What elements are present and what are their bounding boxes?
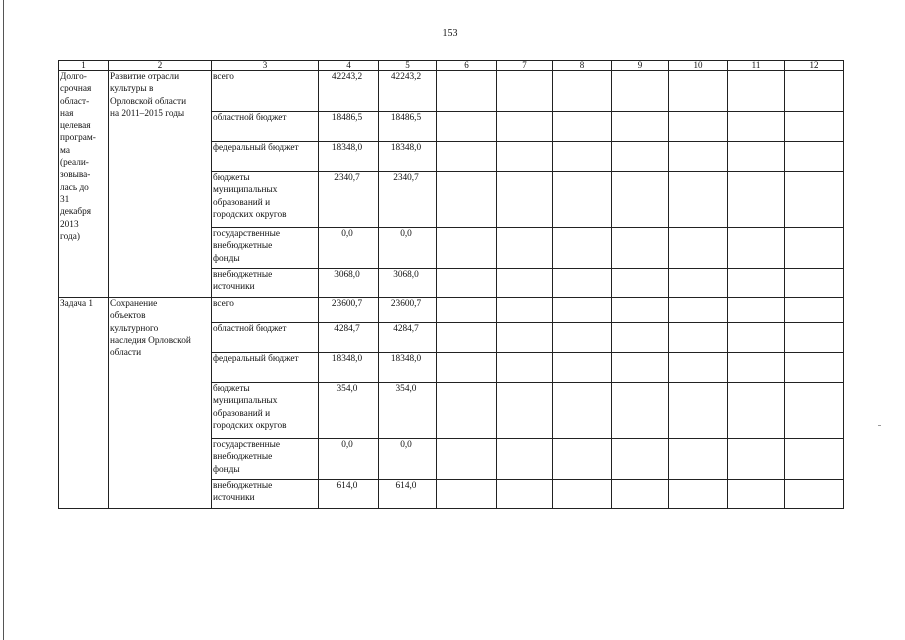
- funding-source-cell: областной бюджет: [212, 112, 319, 142]
- empty-cell: [785, 71, 844, 112]
- empty-cell: [728, 112, 785, 142]
- funding-source-cell: внебюджетные источники: [212, 480, 319, 509]
- empty-cell: [669, 439, 728, 480]
- empty-cell: [669, 383, 728, 439]
- value-col4-cell: 18348,0: [319, 353, 379, 383]
- empty-cell: [785, 172, 844, 228]
- empty-cell: [437, 480, 497, 509]
- empty-cell: [437, 323, 497, 353]
- empty-cell: [728, 439, 785, 480]
- value-col4-cell: 23600,7: [319, 298, 379, 323]
- empty-cell: [728, 480, 785, 509]
- empty-cell: [553, 112, 612, 142]
- table-row: [59, 71, 844, 112]
- funding-source-cell: государственные внебюджетные фонды: [212, 228, 319, 269]
- empty-cell: [785, 269, 844, 298]
- empty-cell: [497, 298, 553, 323]
- empty-cell: [497, 353, 553, 383]
- value-col5-cell: 18348,0: [379, 142, 437, 172]
- empty-cell: [785, 298, 844, 323]
- empty-cell: [497, 71, 553, 112]
- empty-cell: [669, 112, 728, 142]
- empty-cell: [437, 71, 497, 112]
- value-col5-cell: 18348,0: [379, 353, 437, 383]
- empty-cell: [553, 353, 612, 383]
- empty-cell: [497, 142, 553, 172]
- header-cell: 12: [785, 61, 844, 71]
- empty-cell: [785, 480, 844, 509]
- value-col5-cell: 614,0: [379, 480, 437, 509]
- empty-cell: [497, 439, 553, 480]
- table-row: [59, 298, 844, 323]
- header-cell: 9: [612, 61, 669, 71]
- empty-cell: [669, 142, 728, 172]
- value-col5-cell: 18486,5: [379, 112, 437, 142]
- empty-cell: [437, 112, 497, 142]
- empty-cell: [669, 298, 728, 323]
- empty-cell: [437, 383, 497, 439]
- value-col4-cell: 18486,5: [319, 112, 379, 142]
- empty-cell: [437, 142, 497, 172]
- empty-cell: [497, 383, 553, 439]
- value-col4-cell: 614,0: [319, 480, 379, 509]
- header-cell: 3: [212, 61, 319, 71]
- empty-cell: [728, 269, 785, 298]
- empty-cell: [785, 439, 844, 480]
- empty-cell: [553, 172, 612, 228]
- empty-cell: [497, 172, 553, 228]
- empty-cell: [497, 323, 553, 353]
- funding-source-cell: внебюджетные источники: [212, 269, 319, 298]
- value-col4-cell: 0,0: [319, 439, 379, 480]
- header-cell: 2: [109, 61, 212, 71]
- empty-cell: [437, 353, 497, 383]
- empty-cell: [497, 112, 553, 142]
- empty-cell: [612, 298, 669, 323]
- empty-cell: [728, 383, 785, 439]
- page-edge-line: [3, 0, 4, 640]
- empty-cell: [437, 439, 497, 480]
- value-col4-cell: 3068,0: [319, 269, 379, 298]
- header-cell: 5: [379, 61, 437, 71]
- empty-cell: [612, 269, 669, 298]
- empty-cell: [612, 353, 669, 383]
- empty-cell: [553, 480, 612, 509]
- header-cell: 8: [553, 61, 612, 71]
- empty-cell: [612, 323, 669, 353]
- value-col4-cell: 2340,7: [319, 172, 379, 228]
- empty-cell: [437, 228, 497, 269]
- empty-cell: [553, 142, 612, 172]
- program-description-cell: Сохранение объектов культурного наследия Орловской области: [109, 298, 212, 509]
- value-col4-cell: 4284,7: [319, 323, 379, 353]
- empty-cell: [553, 439, 612, 480]
- empty-cell: [612, 228, 669, 269]
- stray-mark: [878, 425, 881, 426]
- header-cell: 7: [497, 61, 553, 71]
- header-cell: 6: [437, 61, 497, 71]
- budget-table: [58, 60, 844, 509]
- empty-cell: [437, 269, 497, 298]
- empty-cell: [612, 439, 669, 480]
- empty-cell: [785, 112, 844, 142]
- header-cell: 4: [319, 61, 379, 71]
- value-col5-cell: 42243,2: [379, 71, 437, 112]
- empty-cell: [728, 172, 785, 228]
- program-description-cell: Развитие отрасли культуры в Орловской области на 2011–2015 годы: [109, 71, 212, 298]
- empty-cell: [612, 172, 669, 228]
- empty-cell: [612, 480, 669, 509]
- empty-cell: [785, 383, 844, 439]
- empty-cell: [553, 228, 612, 269]
- empty-cell: [669, 228, 728, 269]
- empty-cell: [669, 323, 728, 353]
- empty-cell: [612, 112, 669, 142]
- header-row: [59, 61, 844, 71]
- value-col5-cell: 23600,7: [379, 298, 437, 323]
- value-col4-cell: 42243,2: [319, 71, 379, 112]
- empty-cell: [612, 71, 669, 112]
- value-col4-cell: 18348,0: [319, 142, 379, 172]
- header-cell: 1: [59, 61, 109, 71]
- value-col5-cell: 4284,7: [379, 323, 437, 353]
- value-col4-cell: 354,0: [319, 383, 379, 439]
- empty-cell: [669, 269, 728, 298]
- empty-cell: [669, 172, 728, 228]
- empty-cell: [785, 323, 844, 353]
- empty-cell: [669, 71, 728, 112]
- empty-cell: [437, 298, 497, 323]
- empty-cell: [437, 172, 497, 228]
- funding-source-cell: федеральный бюджет: [212, 353, 319, 383]
- empty-cell: [785, 228, 844, 269]
- empty-cell: [612, 383, 669, 439]
- empty-cell: [669, 480, 728, 509]
- value-col5-cell: 0,0: [379, 439, 437, 480]
- empty-cell: [728, 142, 785, 172]
- empty-cell: [785, 353, 844, 383]
- empty-cell: [553, 298, 612, 323]
- page-number: 153: [442, 28, 458, 39]
- funding-source-cell: областной бюджет: [212, 323, 319, 353]
- empty-cell: [553, 383, 612, 439]
- value-col5-cell: 3068,0: [379, 269, 437, 298]
- empty-cell: [553, 71, 612, 112]
- empty-cell: [553, 269, 612, 298]
- program-name-cell: Долго- срочная област- ная целевая програм- ма (реали- зовыва- лась до 31 декабря 2013 года): [59, 71, 109, 298]
- empty-cell: [497, 228, 553, 269]
- value-col5-cell: 0,0: [379, 228, 437, 269]
- header-cell: 11: [728, 61, 785, 71]
- empty-cell: [612, 142, 669, 172]
- program-name-cell: Задача 1: [59, 298, 109, 509]
- empty-cell: [728, 298, 785, 323]
- empty-cell: [728, 323, 785, 353]
- funding-source-cell: всего: [212, 298, 319, 323]
- funding-source-cell: бюджеты муниципальных образований и городских округов: [212, 383, 319, 439]
- empty-cell: [728, 228, 785, 269]
- empty-cell: [669, 353, 728, 383]
- header-cell: 10: [669, 61, 728, 71]
- value-col4-cell: 0,0: [319, 228, 379, 269]
- empty-cell: [553, 323, 612, 353]
- value-col5-cell: 2340,7: [379, 172, 437, 228]
- empty-cell: [728, 71, 785, 112]
- funding-source-cell: всего: [212, 71, 319, 112]
- empty-cell: [785, 142, 844, 172]
- value-col5-cell: 354,0: [379, 383, 437, 439]
- empty-cell: [497, 269, 553, 298]
- empty-cell: [728, 353, 785, 383]
- funding-source-cell: бюджеты муниципальных образований и городских округов: [212, 172, 319, 228]
- funding-source-cell: государственные внебюджетные фонды: [212, 439, 319, 480]
- funding-source-cell: федеральный бюджет: [212, 142, 319, 172]
- empty-cell: [497, 480, 553, 509]
